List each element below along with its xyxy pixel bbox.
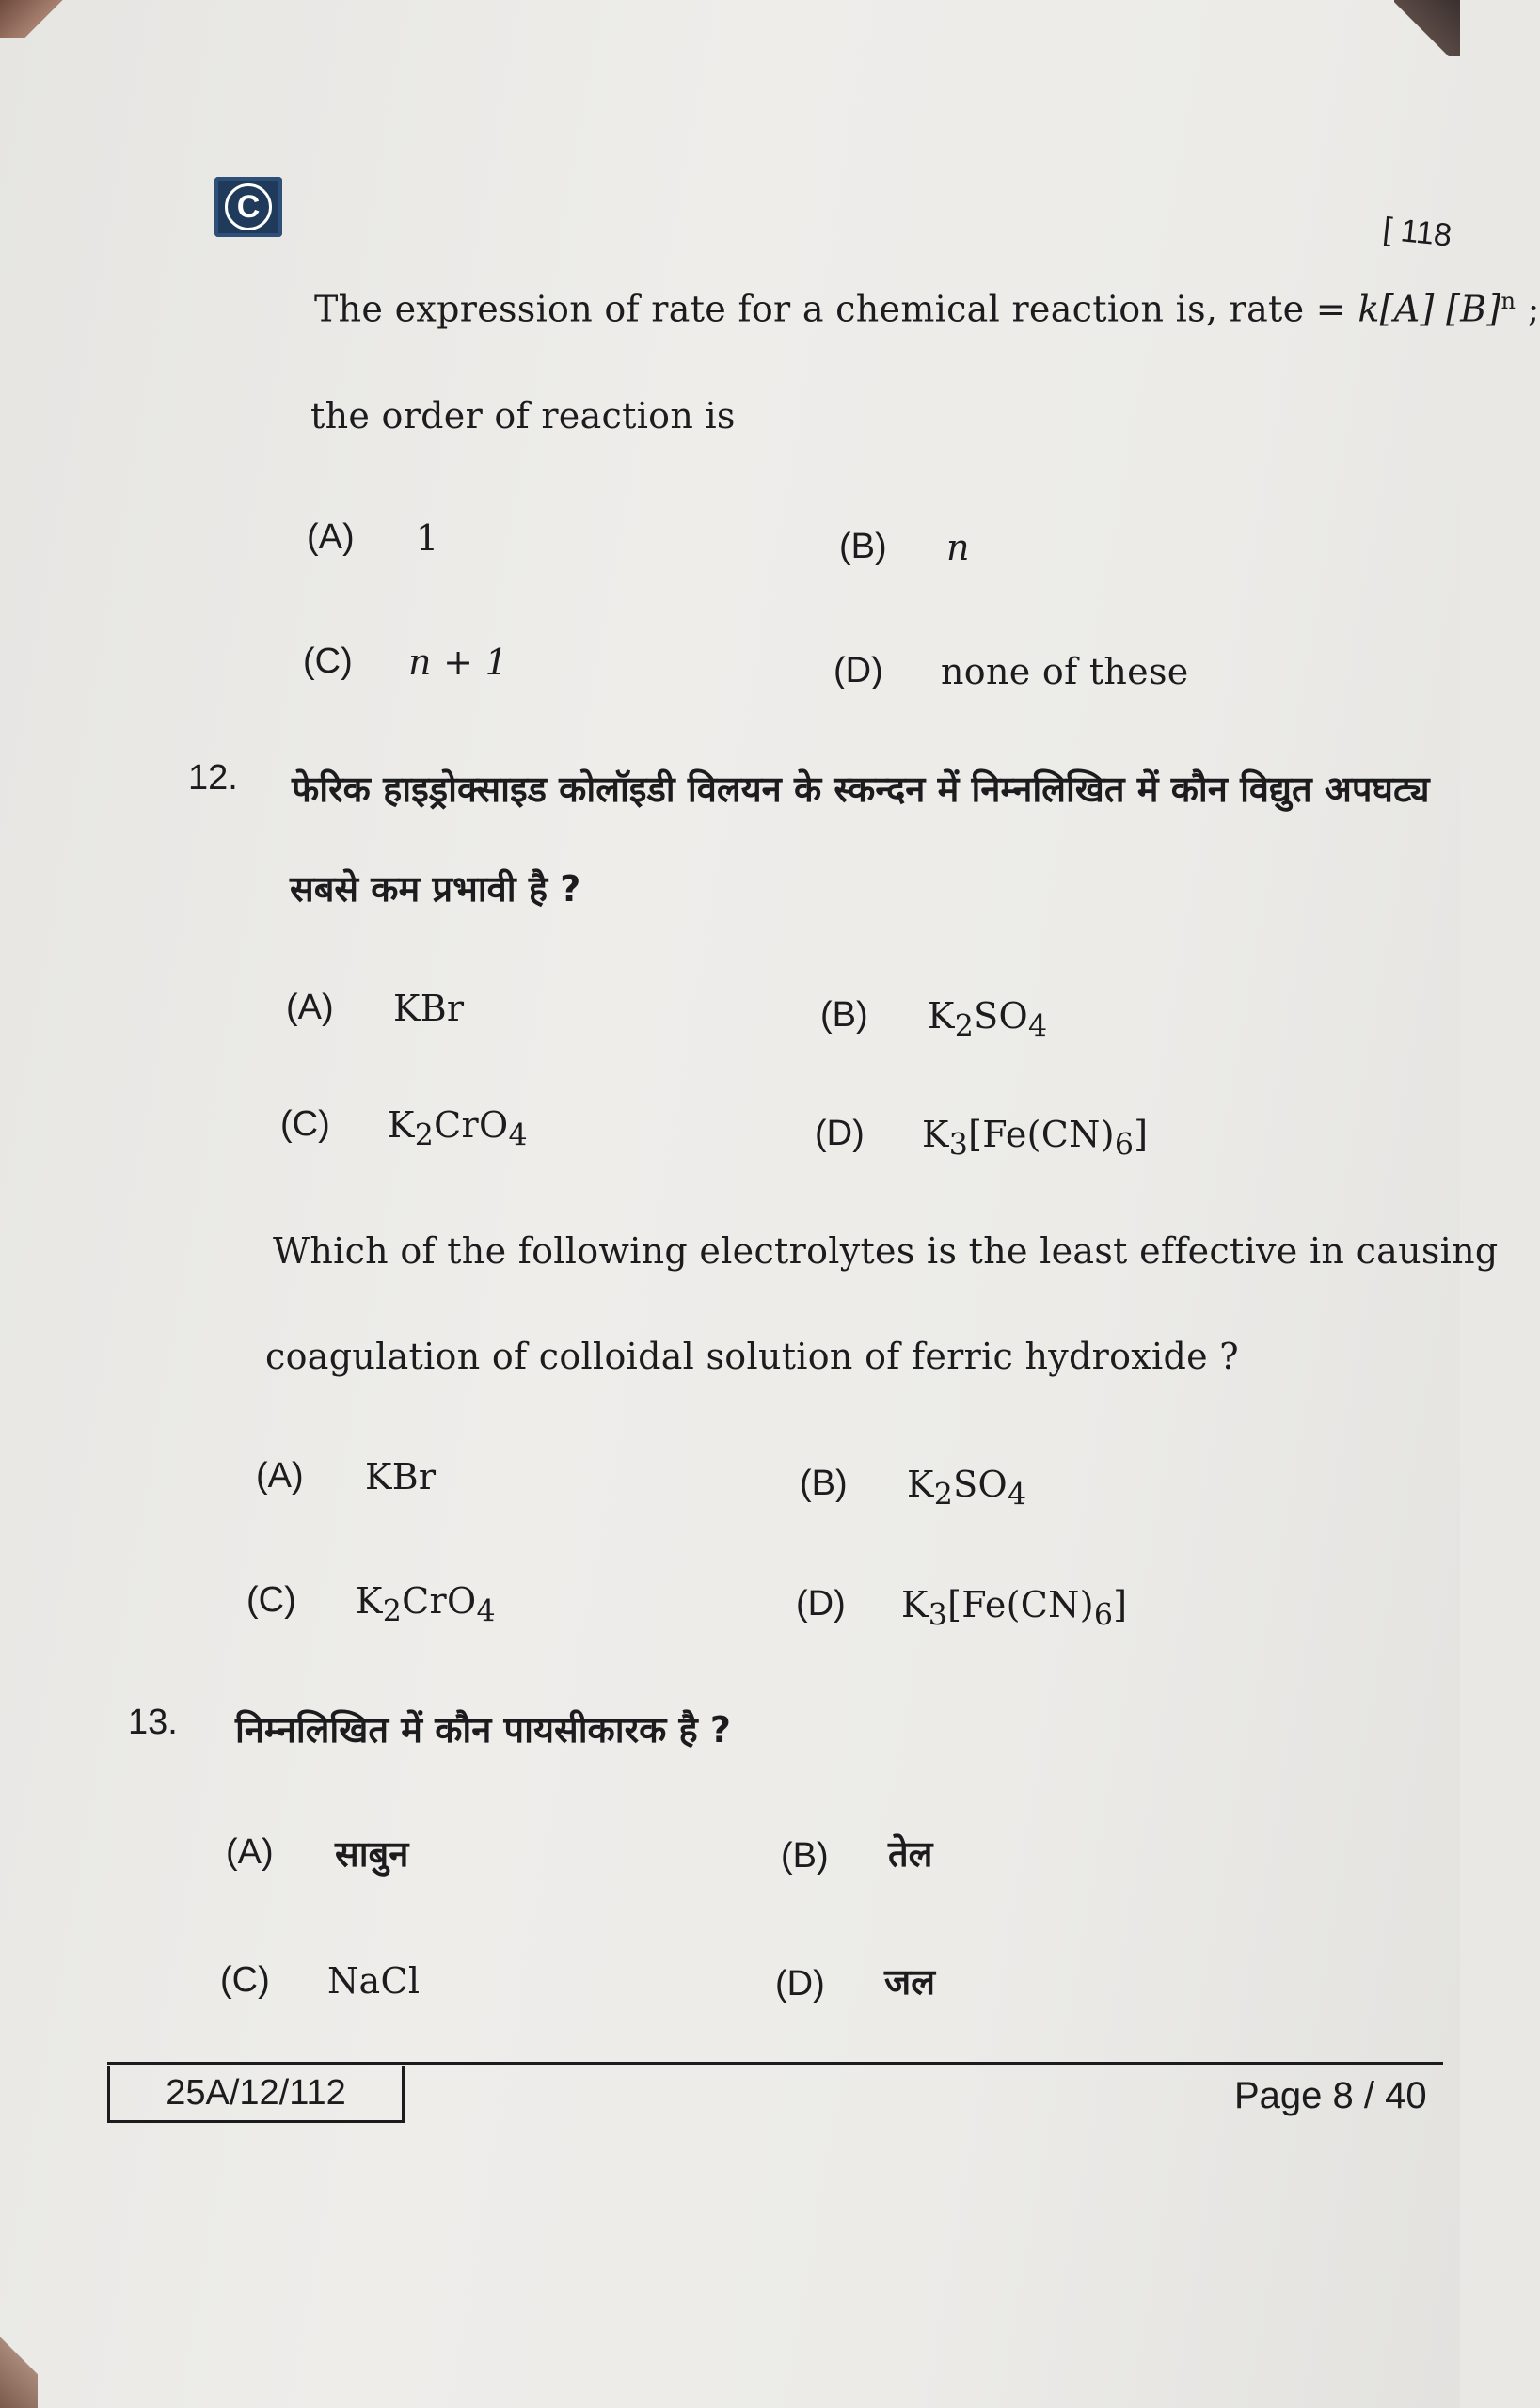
q12-hindi-line2: सबसे कम प्रभावी है ?	[290, 868, 581, 910]
q12-hi-option-a-label: (A)	[286, 988, 334, 1027]
q12-hi-option-b-label: (B)	[820, 995, 868, 1035]
q13-option-d-value: जल	[884, 1961, 935, 2003]
page-number: Page 8 / 40	[1234, 2075, 1427, 2116]
page-corner-shadow	[1394, 0, 1460, 56]
q12-en-option-d-value: $K_3[Fe(CN)_6]$	[901, 1584, 1128, 1633]
q12-en-option-c-value: $K_2CrO_4$	[356, 1580, 496, 1629]
q11-text-line2: the order of reaction is	[310, 395, 736, 436]
footer-divider	[107, 2062, 1443, 2065]
q12-en-option-b-label: (B)	[800, 1464, 848, 1503]
q11-option-a-label: (A)	[307, 517, 355, 557]
page-corner-shadow	[0, 0, 66, 38]
q12-en-option-a-value: KBr	[365, 1456, 437, 1497]
q11-option-d-value: none of these	[941, 651, 1189, 692]
paper-code: 25A/12/112	[107, 2066, 405, 2123]
q13-option-a-label: (A)	[226, 1832, 274, 1872]
q12-hi-option-d-value: $K_3[Fe(CN)_6]$	[922, 1114, 1149, 1163]
q11-option-c-label: (C)	[303, 642, 353, 681]
q11-text-line1: The expression of rate for a chemical reaction is, rate = k[A] $[B]^n$ ;	[314, 288, 1540, 330]
q11-option-b-label: (B)	[839, 527, 887, 566]
q12-en-option-b-value: $K_2SO_4$	[907, 1464, 1027, 1513]
q11-option-c-value: n + 1	[408, 642, 509, 683]
q13-hindi-line1: निम्नलिखित में कौन पायसीकारक है ?	[235, 1709, 731, 1751]
q11-option-b-value: n	[946, 527, 970, 568]
q12-hi-option-d-label: (D)	[815, 1114, 865, 1153]
q11-option-d-label: (D)	[834, 651, 883, 690]
q13-number: 13.	[128, 1703, 178, 1742]
q11-option-a-value: 1	[416, 517, 439, 559]
set-badge: C	[214, 177, 282, 237]
q12-english-line1: Which of the following electrolytes is the least effective in causing	[273, 1230, 1499, 1272]
q12-hindi-line1: फेरिक हाइड्रोक्साइड कोलॉइडी विलयन के स्कन्दन में निम्नलिखित में कौन विद्युत अपघट्य	[292, 768, 1430, 810]
page-corner-shadow	[0, 2305, 38, 2408]
q12-hi-option-c-value: $K_2CrO_4$	[388, 1104, 528, 1153]
q12-english-line2: coagulation of colloidal solution of ferric hydroxide ?	[265, 1336, 1239, 1377]
question-marker: [ 118	[1381, 211, 1453, 254]
q12-hi-option-a-value: KBr	[393, 988, 465, 1029]
q12-hi-option-c-label: (C)	[280, 1104, 330, 1144]
q12-en-option-a-label: (A)	[256, 1456, 304, 1496]
q13-option-b-label: (B)	[781, 1836, 829, 1876]
q13-option-c-label: (C)	[220, 1960, 270, 2000]
q13-option-a-value: साबुन	[335, 1833, 409, 1875]
q13-option-c-value: NaCl	[327, 1960, 421, 2002]
q13-option-d-label: (D)	[775, 1964, 825, 2004]
q13-option-b-value: तेल	[888, 1833, 933, 1875]
q12-en-option-d-label: (D)	[796, 1584, 846, 1624]
q12-hi-option-b-value: $K_2SO_4$	[928, 995, 1048, 1044]
q12-number: 12.	[188, 758, 238, 798]
q12-en-option-c-label: (C)	[246, 1580, 296, 1620]
